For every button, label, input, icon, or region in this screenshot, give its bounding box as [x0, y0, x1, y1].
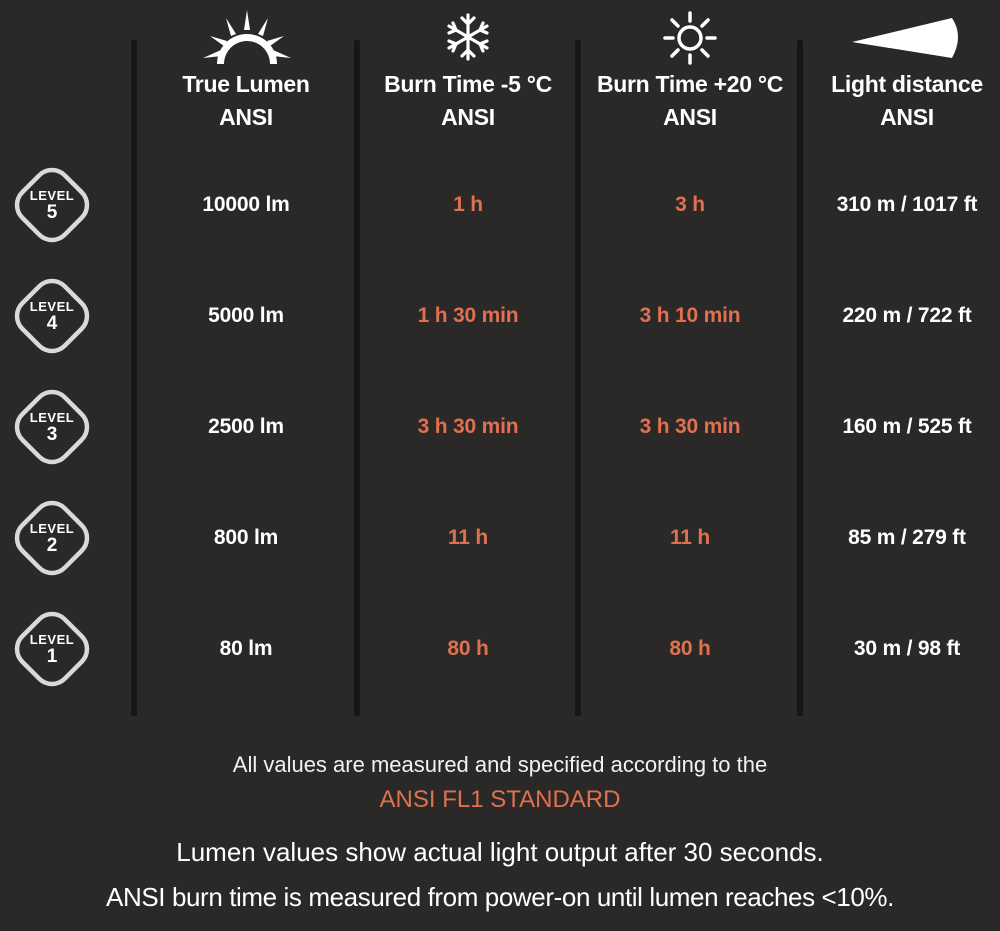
distance-value: 160 m / 525 ft [842, 415, 972, 438]
footer-standard: ANSI FL1 STANDARD [379, 786, 621, 813]
badge-label: LEVEL [29, 520, 75, 536]
lumen-value: 800 lm [213, 526, 279, 549]
lumen-value: 2500 lm [208, 415, 284, 438]
column-divider [354, 40, 360, 716]
header-line: Burn Time +20 °C [596, 71, 784, 97]
burn-cold-value: 3 h 30 min [417, 415, 519, 438]
burn-warm-value: 3 h [675, 193, 705, 216]
column-divider [797, 40, 803, 716]
lumen-value: 10000 lm [202, 193, 290, 216]
header-line: ANSI [441, 104, 495, 130]
header-light-distance [797, 68, 1000, 134]
header-true-lumen [136, 68, 356, 134]
distance-value: 220 m / 722 ft [842, 304, 972, 327]
burn-cold-value: 1 h 30 min [417, 304, 519, 327]
lumen-value: 80 lm [219, 637, 273, 660]
header-line: ANSI [880, 104, 934, 130]
header-line: Light distance [831, 71, 983, 97]
distance-value: 30 m / 98 ft [853, 637, 961, 660]
light-beam-icon [852, 16, 966, 60]
burn-warm-value: 3 h 10 min [639, 304, 741, 327]
level-badge-3 [9, 384, 95, 470]
level-badge-4 [9, 273, 95, 359]
header-line: True Lumen [182, 71, 310, 97]
distance-value: 310 m / 1017 ft [836, 193, 978, 216]
header-burn-time-warm [580, 68, 800, 134]
header-burn-time-cold [358, 68, 578, 134]
footer-lumen-note: Lumen values show actual light output after 30 seconds. [176, 837, 824, 867]
sun-icon [662, 10, 718, 66]
burn-cold-value: 11 h [447, 526, 489, 549]
badge-label: LEVEL [29, 298, 75, 314]
badge-number: 1 [46, 645, 58, 667]
level-badge-2 [9, 495, 95, 581]
burn-warm-value: 11 h [669, 526, 711, 549]
distance-value: 85 m / 279 ft [848, 526, 966, 549]
header-line: ANSI [663, 104, 717, 130]
badge-label: LEVEL [29, 631, 75, 647]
burn-warm-value: 3 h 30 min [639, 415, 741, 438]
level-badge-5 [9, 162, 95, 248]
snowflake-icon [443, 12, 493, 62]
badge-label: LEVEL [29, 187, 75, 203]
footer-note: All values are measured and specified according to the [232, 752, 768, 777]
badge-number: 3 [46, 423, 58, 445]
badge-number: 2 [46, 534, 58, 556]
column-divider [131, 40, 137, 716]
badge-number: 4 [46, 312, 58, 334]
burn-cold-value: 80 h [447, 637, 489, 660]
sunrise-icon [200, 8, 294, 64]
header-line: Burn Time -5 °C [384, 71, 552, 97]
lumen-value: 5000 lm [208, 304, 284, 327]
burn-cold-value: 1 h [453, 193, 483, 216]
column-divider [575, 40, 581, 716]
badge-number: 5 [46, 201, 58, 223]
burn-warm-value: 80 h [669, 637, 711, 660]
header-line: ANSI [219, 104, 273, 130]
badge-label: LEVEL [29, 409, 75, 425]
level-badge-1 [9, 606, 95, 692]
footer-burn-note: ANSI burn time is measured from power-on until lumen reaches <10%. [106, 882, 894, 912]
